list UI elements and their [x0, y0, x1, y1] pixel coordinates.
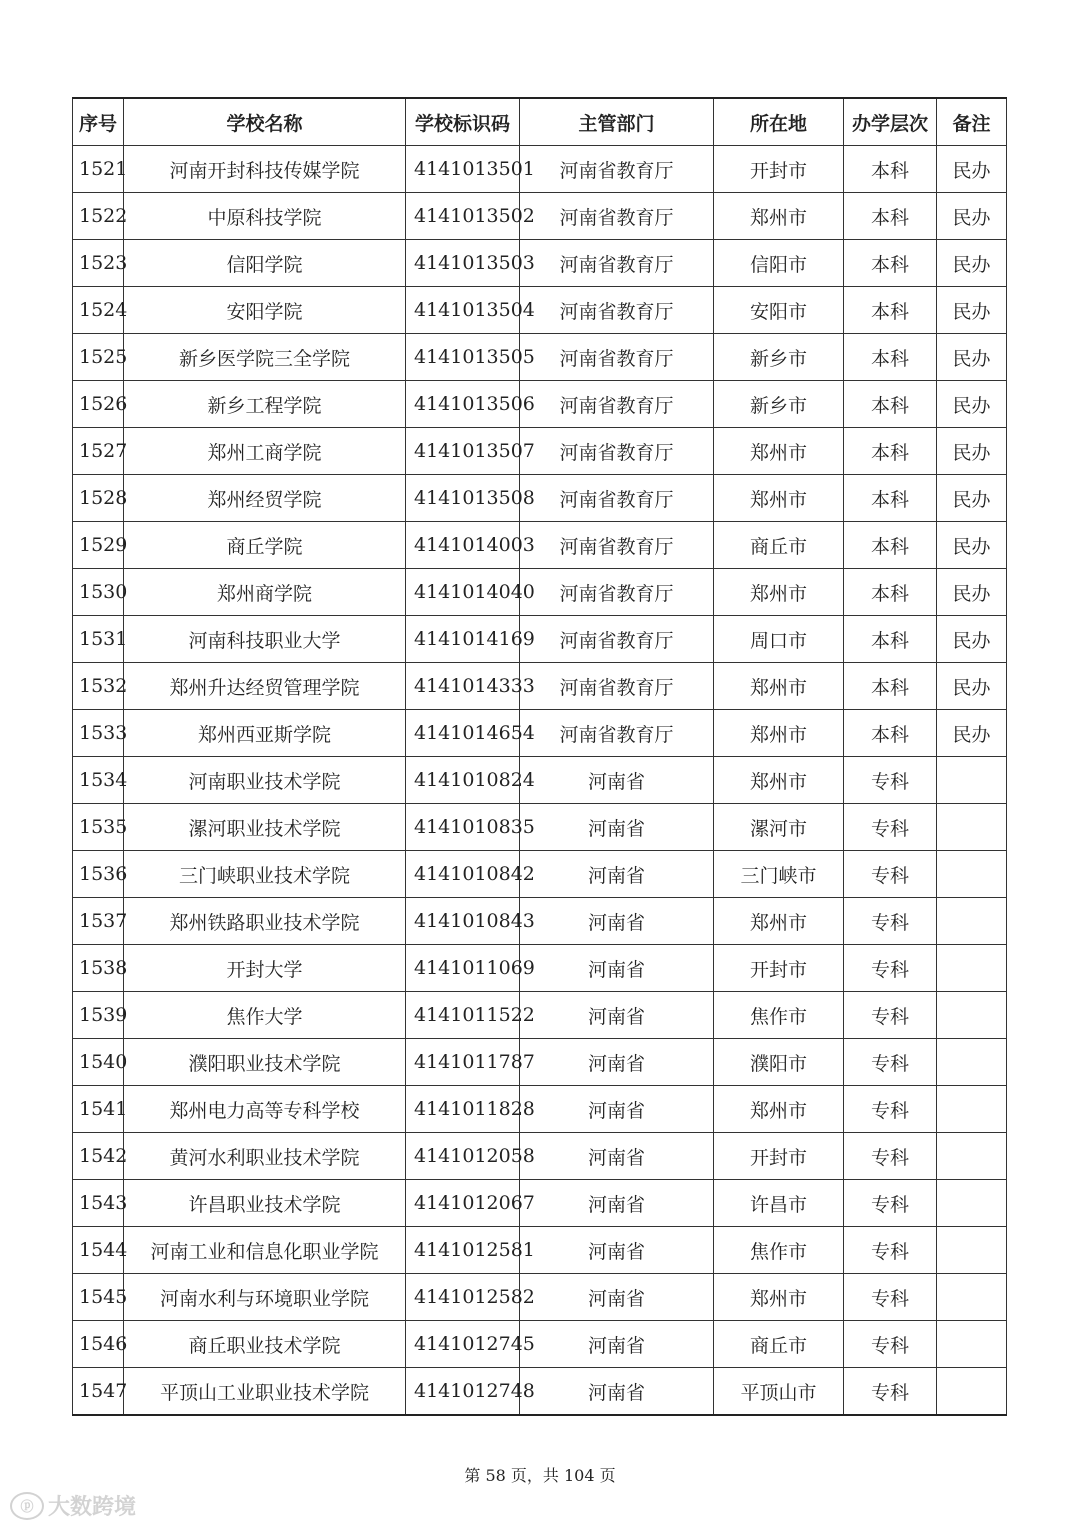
- table-row: [73, 1039, 1007, 1086]
- table-row: [73, 1180, 1007, 1227]
- cell-seq: 1525: [73, 334, 124, 381]
- watermark: [10, 1490, 136, 1521]
- cell-level: 本科: [844, 334, 937, 381]
- cell-seq: 1547: [73, 1368, 124, 1416]
- cell-school-name: 河南开封科技传媒学院: [124, 146, 406, 193]
- cell-remark: 民办: [937, 381, 1007, 428]
- cell-school-code: 4141012067: [406, 1180, 520, 1227]
- cell-school-code: 4141010824: [406, 757, 520, 804]
- cell-level: 本科: [844, 240, 937, 287]
- cell-school-name: 河南水利与环境职业学院: [124, 1274, 406, 1321]
- cell-level: 本科: [844, 569, 937, 616]
- cell-remark: 民办: [937, 428, 1007, 475]
- cell-school-code: 4141012058: [406, 1133, 520, 1180]
- cell-school-code: 4141014169: [406, 616, 520, 663]
- cell-location: 郑州市: [714, 1274, 844, 1321]
- watermark-brand: 大数跨境: [48, 1495, 137, 1520]
- table-row: [73, 851, 1007, 898]
- cell-school-code: 4141014654: [406, 710, 520, 757]
- cell-location: 平顶山市: [714, 1368, 844, 1416]
- cell-seq: 1538: [73, 945, 124, 992]
- table-row: [73, 1086, 1007, 1133]
- cell-school-name: 许昌职业技术学院: [124, 1180, 406, 1227]
- cell-seq: 1545: [73, 1274, 124, 1321]
- table-row: [73, 1368, 1007, 1416]
- cell-level: 专科: [844, 757, 937, 804]
- cell-department: 河南省教育厅: [520, 240, 714, 287]
- cell-level: 本科: [844, 287, 937, 334]
- cell-seq: 1533: [73, 710, 124, 757]
- cell-school-code: 4141014040: [406, 569, 520, 616]
- cell-remark: [937, 1227, 1007, 1274]
- cell-location: 郑州市: [714, 710, 844, 757]
- cell-seq: 1526: [73, 381, 124, 428]
- cell-seq: 1540: [73, 1039, 124, 1086]
- table-row: [73, 1321, 1007, 1368]
- cell-school-name: 新乡工程学院: [124, 381, 406, 428]
- cell-level: 本科: [844, 381, 937, 428]
- cell-remark: 民办: [937, 146, 1007, 193]
- cell-level: 本科: [844, 428, 937, 475]
- table-row: [73, 569, 1007, 616]
- cell-department: 河南省教育厅: [520, 616, 714, 663]
- cell-department: 河南省: [520, 1321, 714, 1368]
- school-list-table: [72, 97, 1007, 1416]
- cell-level: 专科: [844, 1133, 937, 1180]
- cell-level: 专科: [844, 1039, 937, 1086]
- header-department: 主管部门: [520, 98, 714, 146]
- cell-school-name: 郑州升达经贸管理学院: [124, 663, 406, 710]
- cell-level: 专科: [844, 1368, 937, 1416]
- cell-school-code: 4141012745: [406, 1321, 520, 1368]
- cell-seq: 1528: [73, 475, 124, 522]
- header-remark: 备注: [937, 98, 1007, 146]
- cell-remark: [937, 1086, 1007, 1133]
- cell-school-code: 4141013507: [406, 428, 520, 475]
- cell-school-name: 焦作大学: [124, 992, 406, 1039]
- cell-level: 本科: [844, 522, 937, 569]
- cell-school-name: 平顶山工业职业技术学院: [124, 1368, 406, 1416]
- cell-location: 开封市: [714, 945, 844, 992]
- table-row: [73, 381, 1007, 428]
- table-row: [73, 334, 1007, 381]
- cell-level: 本科: [844, 146, 937, 193]
- cell-level: 专科: [844, 1227, 937, 1274]
- table-row: [73, 992, 1007, 1039]
- cell-school-name: 开封大学: [124, 945, 406, 992]
- table-row: [73, 1274, 1007, 1321]
- cell-seq: 1531: [73, 616, 124, 663]
- cell-location: 濮阳市: [714, 1039, 844, 1086]
- cell-location: 安阳市: [714, 287, 844, 334]
- cell-school-name: 安阳学院: [124, 287, 406, 334]
- cell-school-code: 4141011828: [406, 1086, 520, 1133]
- cell-department: 河南省教育厅: [520, 710, 714, 757]
- cell-seq: 1537: [73, 898, 124, 945]
- cell-seq: 1543: [73, 1180, 124, 1227]
- cell-school-code: 4141010842: [406, 851, 520, 898]
- cell-seq: 1536: [73, 851, 124, 898]
- cell-remark: [937, 1321, 1007, 1368]
- cell-location: 商丘市: [714, 1321, 844, 1368]
- cell-remark: 民办: [937, 522, 1007, 569]
- table-body: [73, 146, 1007, 1416]
- cell-department: 河南省教育厅: [520, 522, 714, 569]
- cell-remark: 民办: [937, 287, 1007, 334]
- cell-location: 商丘市: [714, 522, 844, 569]
- table-row: [73, 616, 1007, 663]
- table-row: [73, 240, 1007, 287]
- cell-school-name: 河南科技职业大学: [124, 616, 406, 663]
- cell-department: 河南省: [520, 851, 714, 898]
- cell-school-code: 4141014333: [406, 663, 520, 710]
- table-row: [73, 287, 1007, 334]
- cell-school-name: 商丘学院: [124, 522, 406, 569]
- cell-school-name: 郑州商学院: [124, 569, 406, 616]
- table-row: [73, 945, 1007, 992]
- cell-seq: 1522: [73, 193, 124, 240]
- cell-remark: 民办: [937, 334, 1007, 381]
- cell-school-name: 商丘职业技术学院: [124, 1321, 406, 1368]
- table-row: [73, 663, 1007, 710]
- header-location: 所在地: [714, 98, 844, 146]
- cell-department: 河南省: [520, 804, 714, 851]
- cell-school-name: 信阳学院: [124, 240, 406, 287]
- cell-department: 河南省教育厅: [520, 569, 714, 616]
- cell-department: 河南省: [520, 757, 714, 804]
- cell-level: 专科: [844, 1086, 937, 1133]
- cell-department: 河南省教育厅: [520, 193, 714, 240]
- cell-school-code: 4141012581: [406, 1227, 520, 1274]
- cell-level: 专科: [844, 992, 937, 1039]
- cell-seq: 1524: [73, 287, 124, 334]
- cell-location: 郑州市: [714, 475, 844, 522]
- cell-remark: 民办: [937, 569, 1007, 616]
- cell-location: 开封市: [714, 1133, 844, 1180]
- cell-school-code: 4141011522: [406, 992, 520, 1039]
- cell-department: 河南省: [520, 1274, 714, 1321]
- cell-seq: 1542: [73, 1133, 124, 1180]
- cell-department: 河南省教育厅: [520, 334, 714, 381]
- cell-department: 河南省教育厅: [520, 146, 714, 193]
- cell-department: 河南省教育厅: [520, 428, 714, 475]
- cell-location: 信阳市: [714, 240, 844, 287]
- cell-location: 新乡市: [714, 381, 844, 428]
- header-level: 办学层次: [844, 98, 937, 146]
- cell-location: 郑州市: [714, 569, 844, 616]
- cell-school-name: 三门峡职业技术学院: [124, 851, 406, 898]
- cell-location: 三门峡市: [714, 851, 844, 898]
- cell-school-name: 郑州经贸学院: [124, 475, 406, 522]
- cell-level: 专科: [844, 1274, 937, 1321]
- cell-remark: 民办: [937, 616, 1007, 663]
- cell-seq: 1521: [73, 146, 124, 193]
- cell-school-name: 郑州铁路职业技术学院: [124, 898, 406, 945]
- cell-level: 本科: [844, 475, 937, 522]
- cell-department: 河南省: [520, 1227, 714, 1274]
- cell-location: 郑州市: [714, 757, 844, 804]
- cell-seq: 1535: [73, 804, 124, 851]
- cell-location: 漯河市: [714, 804, 844, 851]
- cell-department: 河南省教育厅: [520, 663, 714, 710]
- cell-remark: 民办: [937, 475, 1007, 522]
- cell-department: 河南省: [520, 992, 714, 1039]
- cell-level: 本科: [844, 663, 937, 710]
- cell-school-name: 郑州西亚斯学院: [124, 710, 406, 757]
- cell-school-name: 郑州工商学院: [124, 428, 406, 475]
- table-header-row: [73, 98, 1007, 146]
- cell-school-code: 4141013501: [406, 146, 520, 193]
- cell-seq: 1544: [73, 1227, 124, 1274]
- cell-remark: [937, 898, 1007, 945]
- table-row: [73, 146, 1007, 193]
- cell-department: 河南省: [520, 1368, 714, 1416]
- cell-school-code: 4141011069: [406, 945, 520, 992]
- cell-level: 专科: [844, 804, 937, 851]
- cell-school-name: 河南工业和信息化职业学院: [124, 1227, 406, 1274]
- page-footer: 第 58 页，共 104 页: [464, 1466, 616, 1485]
- cell-location: 郑州市: [714, 663, 844, 710]
- cell-department: 河南省: [520, 1133, 714, 1180]
- cell-school-code: 4141013504: [406, 287, 520, 334]
- cell-school-name: 中原科技学院: [124, 193, 406, 240]
- table-row: [73, 757, 1007, 804]
- cell-seq: 1527: [73, 428, 124, 475]
- table-row: [73, 1227, 1007, 1274]
- cell-location: 郑州市: [714, 193, 844, 240]
- cell-seq: 1523: [73, 240, 124, 287]
- cell-remark: [937, 757, 1007, 804]
- cell-location: 郑州市: [714, 1086, 844, 1133]
- table-row: [73, 804, 1007, 851]
- cell-school-name: 新乡医学院三全学院: [124, 334, 406, 381]
- cell-school-code: 4141013506: [406, 381, 520, 428]
- cell-seq: 1541: [73, 1086, 124, 1133]
- cell-location: 焦作市: [714, 992, 844, 1039]
- table-row: [73, 193, 1007, 240]
- cell-remark: 民办: [937, 710, 1007, 757]
- cell-school-name: 郑州电力高等专科学校: [124, 1086, 406, 1133]
- cell-remark: [937, 1274, 1007, 1321]
- cell-seq: 1534: [73, 757, 124, 804]
- header-school-name: 学校名称: [124, 98, 406, 146]
- table-row: [73, 710, 1007, 757]
- header-school-code: 学校标识码: [406, 98, 520, 146]
- cell-seq: 1532: [73, 663, 124, 710]
- cell-school-name: 黄河水利职业技术学院: [124, 1133, 406, 1180]
- cell-school-code: 4141011787: [406, 1039, 520, 1086]
- cell-remark: [937, 851, 1007, 898]
- cell-remark: [937, 1368, 1007, 1416]
- cell-seq: 1546: [73, 1321, 124, 1368]
- cell-department: 河南省: [520, 1180, 714, 1227]
- cell-remark: [937, 992, 1007, 1039]
- cell-level: 专科: [844, 898, 937, 945]
- table-row: [73, 428, 1007, 475]
- cell-remark: [937, 804, 1007, 851]
- cell-school-code: 4141013503: [406, 240, 520, 287]
- cell-remark: 民办: [937, 193, 1007, 240]
- cell-remark: [937, 945, 1007, 992]
- cell-remark: 民办: [937, 240, 1007, 287]
- cell-school-name: 濮阳职业技术学院: [124, 1039, 406, 1086]
- cell-location: 焦作市: [714, 1227, 844, 1274]
- cell-school-code: 4141010843: [406, 898, 520, 945]
- cell-seq: 1529: [73, 522, 124, 569]
- cell-school-code: 4141013505: [406, 334, 520, 381]
- cell-school-name: 漯河职业技术学院: [124, 804, 406, 851]
- cell-level: 专科: [844, 851, 937, 898]
- cell-seq: 1539: [73, 992, 124, 1039]
- cell-level: 专科: [844, 1180, 937, 1227]
- cell-level: 专科: [844, 945, 937, 992]
- cell-location: 开封市: [714, 146, 844, 193]
- cell-school-code: 4141010835: [406, 804, 520, 851]
- cell-location: 郑州市: [714, 428, 844, 475]
- header-seq: 序号: [73, 98, 124, 146]
- cell-remark: [937, 1133, 1007, 1180]
- cell-seq: 1530: [73, 569, 124, 616]
- cell-level: 本科: [844, 710, 937, 757]
- cell-department: 河南省: [520, 1086, 714, 1133]
- cell-remark: 民办: [937, 663, 1007, 710]
- table-row: [73, 898, 1007, 945]
- cell-location: 许昌市: [714, 1180, 844, 1227]
- table-row: [73, 475, 1007, 522]
- table-row: [73, 1133, 1007, 1180]
- cell-location: 周口市: [714, 616, 844, 663]
- cell-level: 本科: [844, 616, 937, 663]
- cell-department: 河南省教育厅: [520, 475, 714, 522]
- cell-department: 河南省教育厅: [520, 381, 714, 428]
- cell-department: 河南省: [520, 1039, 714, 1086]
- cell-department: 河南省: [520, 898, 714, 945]
- cell-department: 河南省教育厅: [520, 287, 714, 334]
- cell-location: 郑州市: [714, 898, 844, 945]
- cell-school-name: 河南职业技术学院: [124, 757, 406, 804]
- cell-remark: [937, 1180, 1007, 1227]
- table-row: [73, 522, 1007, 569]
- cell-school-code: 4141012582: [406, 1274, 520, 1321]
- cell-remark: [937, 1039, 1007, 1086]
- watermark-logo-icon: ⓟ: [10, 1492, 44, 1520]
- cell-level: 专科: [844, 1321, 937, 1368]
- cell-level: 本科: [844, 193, 937, 240]
- cell-department: 河南省: [520, 945, 714, 992]
- cell-school-code: 4141012748: [406, 1368, 520, 1416]
- cell-location: 新乡市: [714, 334, 844, 381]
- cell-school-code: 4141014003: [406, 522, 520, 569]
- cell-school-code: 4141013502: [406, 193, 520, 240]
- cell-school-code: 4141013508: [406, 475, 520, 522]
